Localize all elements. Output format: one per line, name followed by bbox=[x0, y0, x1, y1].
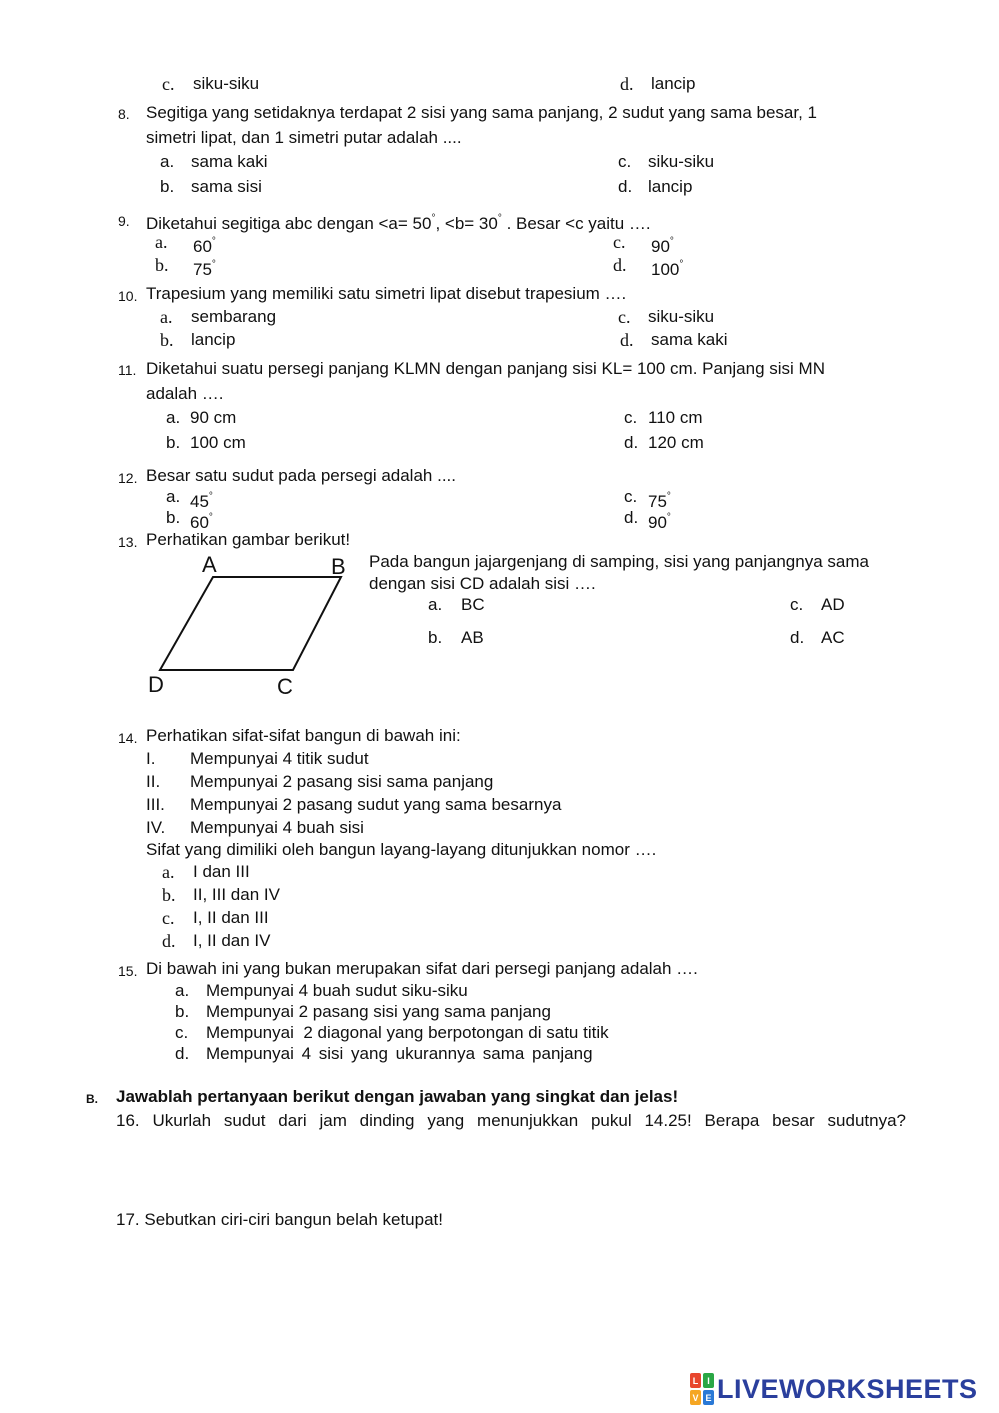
q13-description-line1: Pada bangun jajargenjang di samping, sisi yang panjangnya sama bbox=[369, 552, 869, 571]
q15-option-c[interactable]: Mempunyai 2 diagonal yang berpotongan di satu titik bbox=[206, 1023, 609, 1042]
q11-option-b[interactable]: 100 cm bbox=[190, 433, 246, 452]
q13-option-d-letter: d. bbox=[790, 628, 805, 647]
q12-option-d[interactable]: 90° bbox=[648, 512, 671, 532]
q11-option-a-letter: a. bbox=[166, 408, 181, 427]
q10-option-c-letter: c. bbox=[618, 307, 631, 327]
q14-option-b-letter: b. bbox=[162, 885, 176, 905]
section-b-title: Jawablah pertanyaan berikut dengan jawaban yang singkat dan jelas! bbox=[116, 1087, 679, 1106]
q11-text-line1: Diketahui suatu persegi panjang KLMN dengan panjang sisi KL= 100 cm. Panjang sisi MN bbox=[146, 359, 825, 378]
q14-option-c[interactable]: I, II dan III bbox=[193, 908, 269, 927]
q15-option-b[interactable]: Mempunyai 2 pasang sisi yang sama panjang bbox=[206, 1002, 551, 1021]
q14-prop-roman: II. bbox=[146, 772, 161, 791]
q10-option-a[interactable]: sembarang bbox=[191, 307, 277, 326]
vertex-label-b: B bbox=[331, 554, 346, 579]
q14-option-c-letter: c. bbox=[162, 908, 175, 928]
q14-option-b[interactable]: II, III dan IV bbox=[193, 885, 280, 904]
q13-option-c[interactable]: AD bbox=[821, 595, 845, 614]
parallelogram-figure bbox=[140, 550, 360, 700]
q15-option-a[interactable]: Mempunyai 4 buah sudut siku-siku bbox=[206, 981, 468, 1000]
q10-option-d[interactable]: sama kaki bbox=[651, 330, 728, 349]
q14-prop-text: Mempunyai 2 pasang sudut yang sama besarnya bbox=[190, 795, 562, 814]
q10-option-b-letter: b. bbox=[160, 330, 174, 350]
q9-text: Diketahui segitiga abc dengan <a= 50°, <b= 30° . Besar <c yaitu …. bbox=[146, 213, 651, 233]
q7-option-c[interactable]: siku-siku bbox=[193, 74, 260, 93]
q10-option-d-letter: d. bbox=[620, 330, 634, 350]
q12-option-c[interactable]: 75° bbox=[648, 491, 671, 511]
q8-number: 8. bbox=[118, 106, 130, 122]
q8-option-a[interactable]: sama kaki bbox=[191, 152, 268, 171]
q12-text: Besar satu sudut pada persegi adalah .... bbox=[146, 466, 456, 485]
q12-option-a-letter: a. bbox=[166, 487, 181, 506]
liveworksheets-logo bbox=[690, 1372, 978, 1406]
q12-option-b[interactable]: 60° bbox=[190, 512, 213, 532]
logo-cube: L bbox=[690, 1373, 701, 1388]
q14-text: Perhatikan sifat-sifat bangun di bawah ini: bbox=[146, 726, 461, 745]
q14-option-a[interactable]: I dan III bbox=[193, 862, 250, 881]
q9-option-d[interactable]: 100° bbox=[651, 259, 684, 279]
q13-option-d[interactable]: AC bbox=[821, 628, 845, 647]
q8-option-b-letter: b. bbox=[160, 177, 175, 196]
parallelogram-shape bbox=[160, 577, 341, 670]
q17-text: 17. Sebutkan ciri-ciri bangun belah ketupat! bbox=[116, 1210, 443, 1229]
logo-cube: E bbox=[703, 1390, 714, 1405]
q13-description-line2: dengan sisi CD adalah sisi …. bbox=[369, 574, 596, 593]
q8-option-c[interactable]: siku-siku bbox=[648, 152, 715, 171]
vertex-label-d: D bbox=[148, 672, 164, 697]
q14-prop-text: Mempunyai 4 titik sudut bbox=[190, 749, 369, 768]
q7-option-c-letter: c. bbox=[162, 74, 175, 94]
q15-number: 15. bbox=[118, 963, 138, 979]
q8-option-a-letter: a. bbox=[160, 152, 175, 171]
q8-option-c-letter: c. bbox=[618, 152, 632, 171]
q13-option-b[interactable]: AB bbox=[461, 628, 484, 647]
q14-prop-roman: III. bbox=[146, 795, 165, 814]
q15-text: Di bawah ini yang bukan merupakan sifat dari persegi panjang adalah …. bbox=[146, 959, 698, 978]
q15-option-c-letter: c. bbox=[175, 1023, 189, 1042]
q14-option-a-letter: a. bbox=[162, 862, 175, 882]
q8-option-d[interactable]: lancip bbox=[648, 177, 693, 196]
q9-number: 9. bbox=[118, 213, 130, 229]
q14-prop-text: Mempunyai 4 buah sisi bbox=[190, 818, 364, 837]
q10-option-a-letter: a. bbox=[160, 307, 173, 327]
q12-option-d-letter: d. bbox=[624, 508, 639, 527]
vertex-label-a: A bbox=[202, 552, 217, 577]
q9-option-d-letter: d. bbox=[613, 255, 627, 275]
q15-option-a-letter: a. bbox=[175, 981, 190, 1000]
q13-option-c-letter: c. bbox=[790, 595, 804, 614]
q11-option-c-letter: c. bbox=[624, 408, 638, 427]
q9-option-c-letter: c. bbox=[613, 232, 626, 252]
q9-option-c[interactable]: 90° bbox=[651, 236, 674, 256]
q8-text-line1: Segitiga yang setidaknya terdapat 2 sisi yang sama panjang, 2 sudut yang sama besar, 1 bbox=[146, 103, 817, 122]
q11-text-line2: adalah …. bbox=[146, 384, 224, 403]
q14-prop-roman: IV. bbox=[146, 818, 166, 837]
q9-option-b-letter: b. bbox=[155, 255, 169, 275]
q13-option-a[interactable]: BC bbox=[461, 595, 485, 614]
q10-number: 10. bbox=[118, 288, 138, 304]
q10-option-b[interactable]: lancip bbox=[191, 330, 236, 349]
q13-option-a-letter: a. bbox=[428, 595, 443, 614]
logo-cube: V bbox=[690, 1390, 701, 1405]
q7-option-d[interactable]: lancip bbox=[651, 74, 696, 93]
q11-number: 11. bbox=[118, 362, 137, 378]
q14-question: Sifat yang dimiliki oleh bangun layang-layang ditunjukkan nomor …. bbox=[146, 840, 657, 859]
q15-option-d-letter: d. bbox=[175, 1044, 190, 1063]
q7-option-d-letter: d. bbox=[620, 74, 634, 94]
q13-option-b-letter: b. bbox=[428, 628, 443, 647]
q11-option-a[interactable]: 90 cm bbox=[190, 408, 237, 427]
q10-text: Trapesium yang memiliki satu simetri lipat disebut trapesium …. bbox=[146, 284, 627, 303]
section-b-letter: B. bbox=[86, 1092, 98, 1106]
q12-option-a[interactable]: 45° bbox=[190, 491, 213, 511]
q14-option-d-letter: d. bbox=[162, 931, 176, 951]
q11-option-b-letter: b. bbox=[166, 433, 181, 452]
q9-option-b[interactable]: 75° bbox=[193, 259, 216, 279]
q11-option-c[interactable]: 110 cm bbox=[648, 408, 703, 427]
q12-option-c-letter: c. bbox=[624, 487, 638, 506]
q12-option-b-letter: b. bbox=[166, 508, 181, 527]
q14-option-d[interactable]: I, II dan IV bbox=[193, 931, 271, 950]
q15-option-d[interactable]: Mempunyai 4 sisi yang ukurannya sama panjang bbox=[206, 1044, 593, 1063]
q8-text-line2: simetri lipat, dan 1 simetri putar adalah .... bbox=[146, 128, 462, 147]
q8-option-b[interactable]: sama sisi bbox=[191, 177, 262, 196]
q15-option-b-letter: b. bbox=[175, 1002, 190, 1021]
logo-cube: I bbox=[703, 1373, 714, 1388]
q10-option-c[interactable]: siku-siku bbox=[648, 307, 715, 326]
q14-number: 14. bbox=[118, 730, 138, 746]
q11-option-d-letter: d. bbox=[624, 433, 639, 452]
q14-prop-roman: I. bbox=[146, 749, 156, 768]
logo-text: LIVEWORKSHEETS bbox=[717, 1373, 978, 1404]
q8-option-d-letter: d. bbox=[618, 177, 633, 196]
q13-text: Perhatikan gambar berikut! bbox=[146, 530, 351, 549]
q14-prop-text: Mempunyai 2 pasang sisi sama panjang bbox=[190, 772, 494, 791]
logo-cubes-icon bbox=[690, 1373, 714, 1405]
q12-number: 12. bbox=[118, 470, 138, 486]
q16-text: 16. Ukurlah sudut dari jam dinding yang menunjukkan pukul 14.25! Berapa besar sudutnya? bbox=[116, 1111, 906, 1130]
q9-option-a[interactable]: 60° bbox=[193, 236, 216, 256]
q9-option-a-letter: a. bbox=[155, 232, 168, 252]
q13-number: 13. bbox=[118, 534, 138, 550]
vertex-label-c: C bbox=[277, 674, 293, 699]
q11-option-d[interactable]: 120 cm bbox=[648, 433, 704, 452]
